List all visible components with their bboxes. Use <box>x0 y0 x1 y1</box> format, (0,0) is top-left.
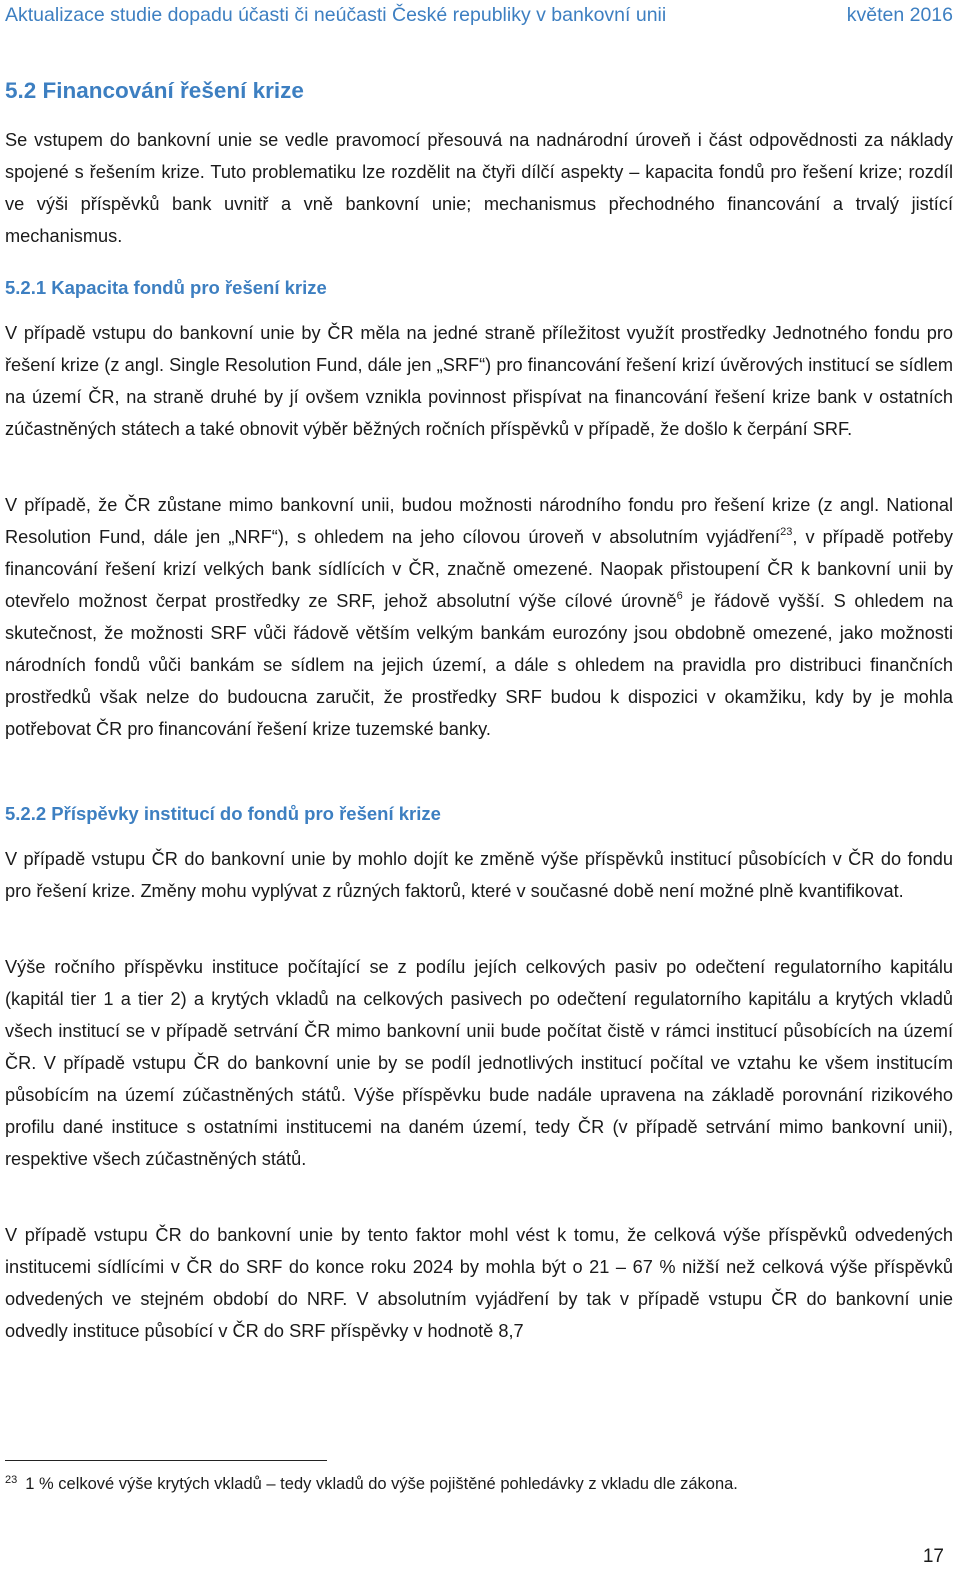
footnote-number: 23 <box>5 1473 18 1486</box>
paragraph-text: V případě, že ČR zůstane mimo bankovní unii, budou možnosti národního fondu pro řešení krize (z angl. National Resolution Fund, dále jen „NRF“), s ohledem na jeho cílovou úroveň v absolutním vyjádření <box>5 495 953 547</box>
subsection-heading-5-2-1: 5.2.1 Kapacita fondů pro řešení krize <box>5 277 327 298</box>
subsection-5-2-2-paragraph-2: Výše ročního příspěvku instituce počítající se z podílu jejích celkových pasiv po odečtení regulatorního kapitálu (kapitál tier 1 a tier 2) a krytých vkladů na celkových pasivech po odečtení regulatorního kapitálu a krytých vkladů všech institucí se v případě setrvání ČR mimo bankovní unii bude počítat čistě v rámci institucí působících na území ČR. V případě vstupu ČR do bankovní unie by se podíl jednotlivých institucí počítal ve vztahu ke všem institucím působícím na území zúčastněných států. Výše příspěvku bude nadále upravena na základě porovnání rizikového profilu dané instituce s ostatními institucemi na daném území, tedy ČR (v případě setrvání mimo bankovní unii), respektive všech zúčastněných států. <box>5 957 953 1169</box>
footnote-ref-23[interactable]: 23 <box>780 525 793 538</box>
section-intro-paragraph: Se vstupem do bankovní unie se vedle pravomocí přesouvá na nadnárodní úroveň i část odpovědnosti za náklady spojené s řešením krize. Tuto problematiku lze rozdělit na čtyři dílčí aspekty – kapacita fondů pro řešení krize; rozdíl ve výši příspěvků bank uvnitř a vně bankovní unie; mechanismus přechodného financování a trvalý jistící mechanismus. <box>5 130 953 246</box>
page-number: 17 <box>922 1546 944 1567</box>
section-heading: 5.2 Financování řešení krize <box>5 78 304 103</box>
document-date: květen 2016 <box>846 4 953 26</box>
footnote-ref-6[interactable]: 6 <box>676 589 683 602</box>
subsection-heading-5-2-2: 5.2.2 Příspěvky institucí do fondů pro řešení krize <box>5 803 441 824</box>
paragraph-text: je řádově vyšší. S ohledem na skutečnost, že možnosti SRF vůči řádově větším velkým bankám eurozóny jsou obdobně omezené, jako možnosti národních fondů vůči bankám se sídlem na jejich území, a dále s ohledem na pravidla pro distribuci finančních prostředků však nelze do budoucna zaručit, že prostředky SRF budou k dispozici v okamžiku, kdy by je mohla potřebovat ČR pro financování řešení krize tuzemské banky. <box>5 591 953 739</box>
subsection-5-2-1-paragraph-1: V případě vstupu do bankovní unie by ČR měla na jedné straně příležitost využít prostředky Jednotného fondu pro řešení krize (z angl. Single Resolution Fund, dále jen „SRF“) pro financování řešení krizí úvěrových institucí se sídlem na území ČR, na straně druhé by jí ovšem vznikla povinnost přispívat na financování řešení krize bank v ostatních zúčastněných státech a také obnovit výběr běžných ročních příspěvků v případě, že došlo k čerpání SRF. <box>5 323 953 439</box>
subsection-5-2-2-paragraph-1: V případě vstupu ČR do bankovní unie by mohlo dojít ke změně výše příspěvků institucí působících v ČR do fondu pro řešení krize. Změny mohu vyplývat z různých faktorů, které v současné době není možné plně kvantifikovat. <box>5 849 953 901</box>
page-header <box>5 4 955 34</box>
footnote-text: 1 % celkové výše krytých vkladů – tedy vkladů do výše pojištěné pohledávky z vkladu dle zákona. <box>25 1475 738 1493</box>
footnote <box>5 1470 738 1498</box>
footnote-divider <box>5 1460 327 1461</box>
paragraph-text: , v případě potřeby financování řešení krizí velkých bank sídlících v ČR, značně omezené. Naopak přistoupení ČR k bankovní unii by otevřelo možnost čerpat prostředky ze SRF, jehož absolutní výše cílové úrovně <box>5 527 954 611</box>
subsection-5-2-2-paragraph-3: V případě vstupu ČR do bankovní unie by tento faktor mohl vést k tomu, že celková výše příspěvků odvedených institucemi sídlícími v ČR do SRF do konce roku 2024 by mohla být o 21 – 67 % nižší než celková výše příspěvků odvedených ve stejném období do NRF. V absolutním vyjádření by tak v případě vstupu ČR do bankovní unie odvedly instituce působící v ČR do SRF příspěvky v hodnotě 8,7 <box>5 1225 953 1341</box>
document-title: Aktualizace studie dopadu účasti či neúčasti České republiky v bankovní unii <box>5 4 667 26</box>
subsection-5-2-1-paragraph-2 <box>5 489 953 745</box>
